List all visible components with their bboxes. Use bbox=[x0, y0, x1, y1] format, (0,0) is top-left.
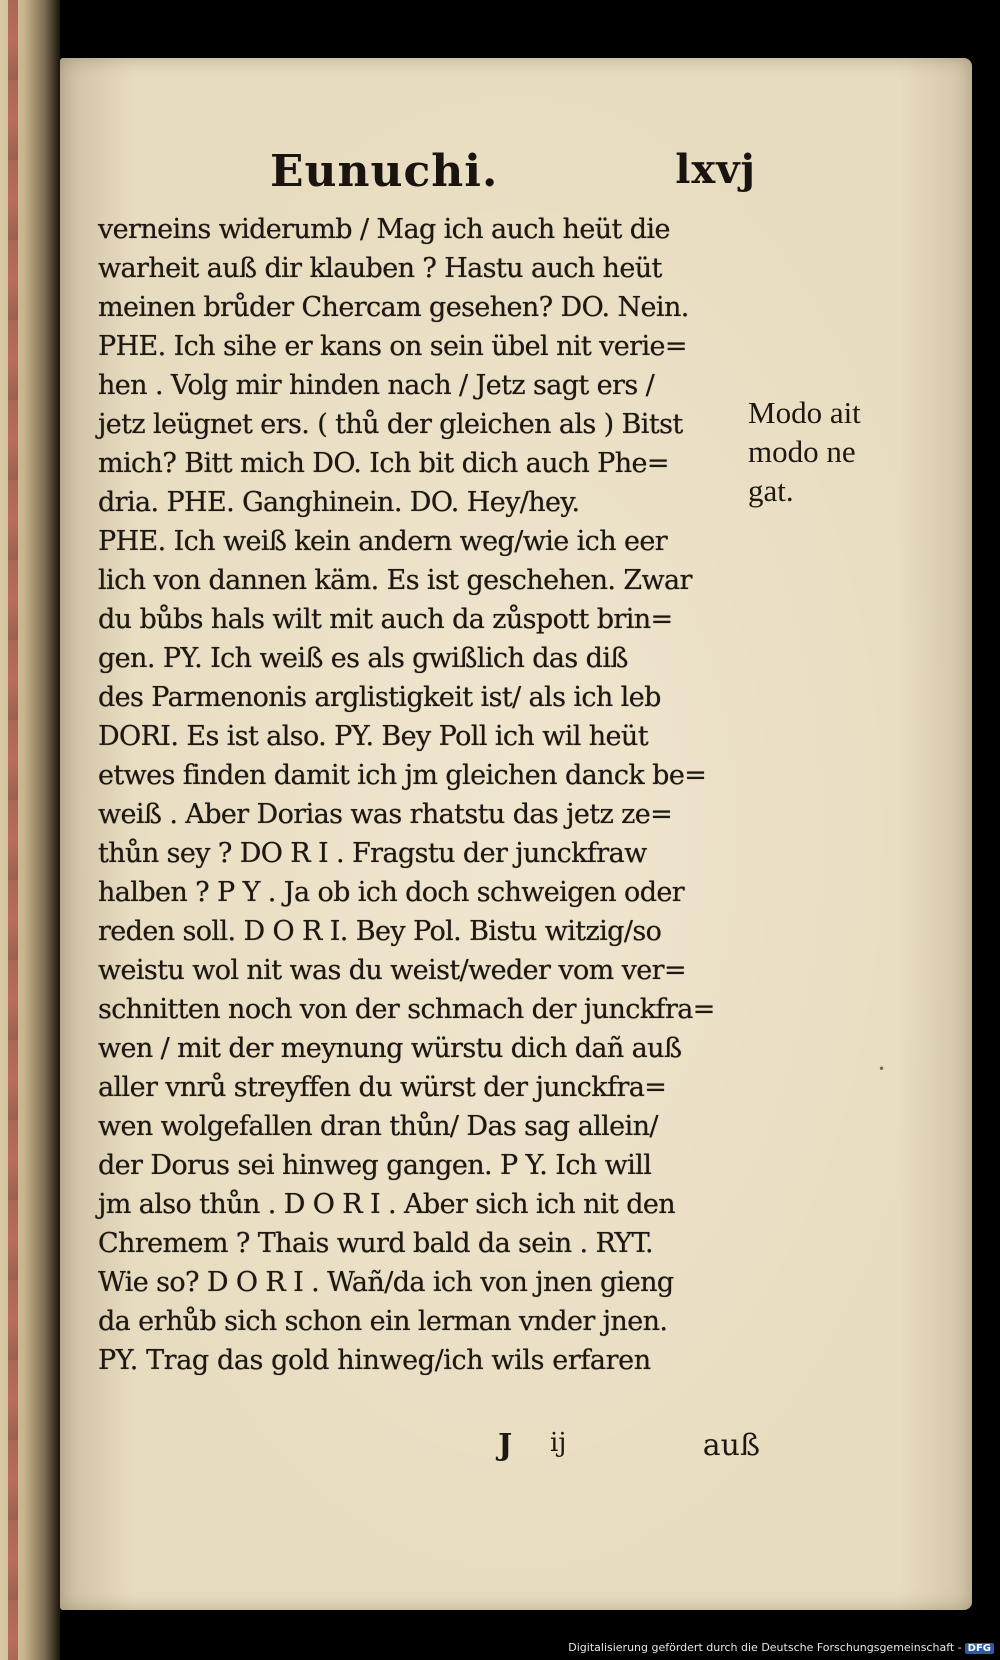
text-line: schnitten noch von der schmach der junckfra= bbox=[98, 994, 715, 1025]
paper-speck: • bbox=[878, 1062, 886, 1076]
text-line: verneins widerumb / Mag ich auch heüt die bbox=[98, 214, 670, 245]
text-line: jm also thůn . D O R I . Aber sich ich nit den bbox=[98, 1189, 676, 1220]
text-line: mich? Bitt mich DO. Ich bit dich auch Phe= bbox=[98, 448, 669, 479]
dfg-logo: DFG bbox=[965, 1643, 994, 1654]
folio-number: lxvj bbox=[675, 146, 756, 193]
text-line: des Parmenonis arglistigkeit ist/ als ich leb bbox=[98, 682, 661, 713]
signature-mark: J bbox=[498, 1428, 513, 1463]
text-line: aller vnrů streyffen du würst der junckfra= bbox=[98, 1072, 667, 1103]
text-line: weiß . Aber Dorias was rhatstu das jetz ze= bbox=[98, 799, 673, 830]
text-line: etwes finden damit ich jm gleichen danck be= bbox=[98, 760, 707, 791]
text-line: hen . Volg mir hinden nach / Jetz sagt ers / bbox=[98, 370, 655, 401]
text-line: wen wolgefallen dran thůn/ Das sag allein/ bbox=[98, 1111, 658, 1142]
text-line: der Dorus sei hinweg gangen. P Y. Ich will bbox=[98, 1150, 652, 1181]
page-footer-line bbox=[498, 1428, 760, 1472]
text-line: wen / mit der meynung würstu dich dañ auß bbox=[98, 1033, 682, 1064]
text-line: weistu wol nit was du weist/weder vom ver= bbox=[98, 955, 686, 986]
spine-binding-stripe bbox=[8, 0, 18, 1660]
running-head: Eunuchi. bbox=[270, 146, 499, 197]
text-line: da erhůb sich schon ein lerman vnder jnen. bbox=[98, 1306, 668, 1337]
text-line: halben ? P Y . Ja ob ich doch schweigen oder bbox=[98, 877, 685, 908]
catchword: auß bbox=[702, 1428, 760, 1463]
text-line: Wie so? D O R I . Wañ/da ich von jnen gieng bbox=[98, 1267, 674, 1298]
credit-text: Digitalisierung gefördert durch die Deutsche Forschungsgemeinschaft - bbox=[568, 1641, 962, 1654]
marginal-note bbox=[748, 393, 908, 510]
text-line: PY. Trag das gold hinweg/ich wils erfaren bbox=[98, 1345, 651, 1376]
marginal-note-line: gat. bbox=[748, 473, 794, 508]
digitization-credit bbox=[568, 1641, 994, 1654]
text-line: warheit auß dir klauben ? Hastu auch heüt bbox=[98, 253, 662, 284]
text-line: gen. PY. Ich weiß es als gwißlich das diß bbox=[98, 643, 628, 674]
text-line: PHE. Ich weiß kein andern weg/wie ich eer bbox=[98, 526, 668, 557]
text-line: jetz leügnet ers. ( thů der gleichen als ) Bitst bbox=[98, 409, 683, 440]
text-line: du bůbs hals wilt mit auch da zůspott brin= bbox=[98, 604, 673, 635]
text-line: dria. PHE. Ganghinein. DO. Hey/hey. bbox=[98, 487, 580, 518]
marginal-note-line: Modo ait bbox=[748, 395, 861, 430]
text-line: Chremem ? Thais wurd bald da sein . RYT. bbox=[98, 1228, 653, 1259]
text-line: reden soll. D O R I. Bey Pol. Bistu witzig/so bbox=[98, 916, 662, 947]
text-line: DORI. Es ist also. PY. Bey Poll ich wil heüt bbox=[98, 721, 648, 752]
text-line: thůn sey ? DO R I . Fragstu der junckfraw bbox=[98, 838, 647, 869]
signature-number: ij bbox=[550, 1428, 567, 1458]
text-line: meinen brůder Chercam gesehen? DO. Nein. bbox=[98, 292, 689, 323]
marginal-note-line: modo ne bbox=[748, 434, 856, 469]
body-text bbox=[98, 210, 758, 1380]
page-header bbox=[270, 146, 756, 206]
text-line: PHE. Ich sihe er kans on sein übel nit verie= bbox=[98, 331, 687, 362]
book-page bbox=[60, 58, 972, 1610]
text-line: lich von dannen käm. Es ist geschehen. Zwar bbox=[98, 565, 692, 596]
